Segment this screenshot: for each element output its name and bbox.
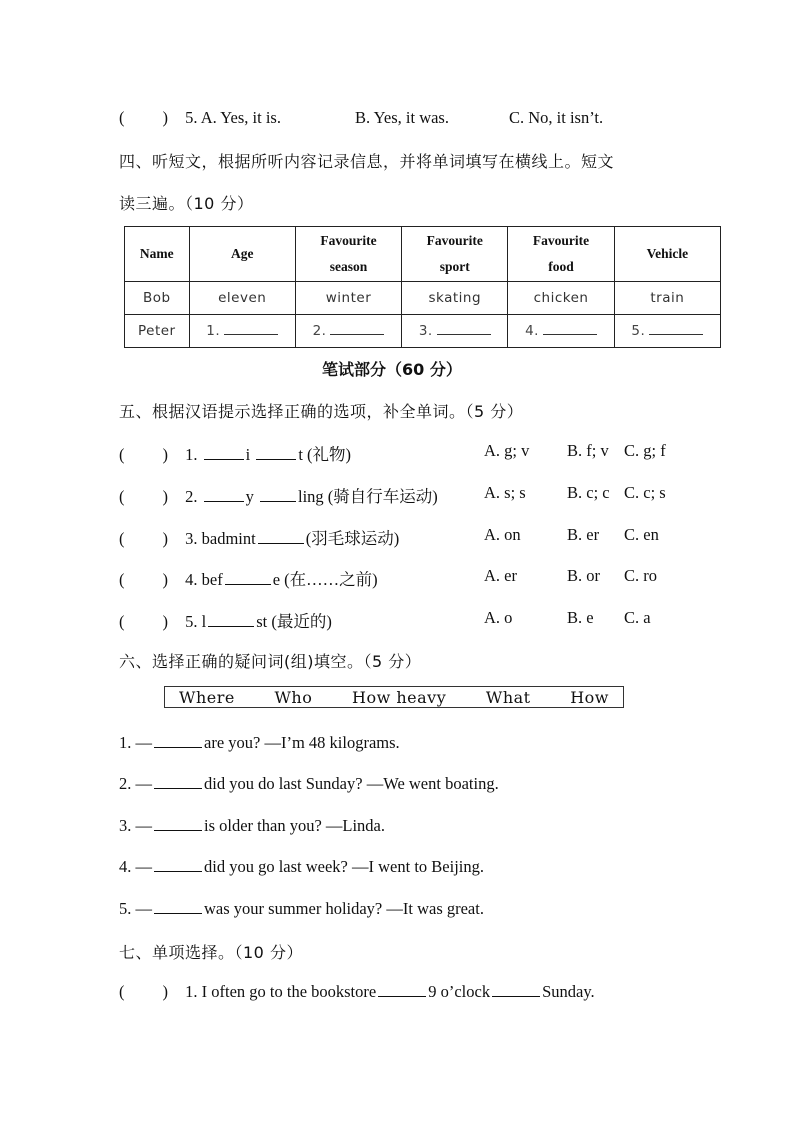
header-name: Name [125,227,190,282]
written-part-title: 笔试部分（60 分） [322,360,462,379]
cell: skating [402,282,508,315]
answer-bracket[interactable]: ( ) [119,529,168,548]
answer-bracket[interactable]: ( ) [119,108,168,127]
blank-cell[interactable]: 1. [189,315,295,348]
cell: eleven [189,282,295,315]
blank-cell[interactable]: 3. [402,315,508,348]
fill-blank[interactable] [154,899,202,914]
fill-blank[interactable] [258,529,304,544]
option-a: A. s; s [484,483,526,502]
s5-item-2: ( ) 2. y ling (骑自行车运动) [119,487,438,506]
q5-listening-item [119,108,281,128]
option-c: C. No, it isn’t. [509,108,604,127]
s5-item-5: ( ) 5. l st (最近的) [119,612,332,631]
info-table [124,226,721,348]
s6-item-3: 3. — is older than you? —Linda. [119,816,386,835]
s6-item-5: 5. — was your summer holiday? —It was great. [119,899,484,918]
answer-bracket[interactable]: ( ) [119,487,168,506]
fill-blank[interactable] [154,857,202,872]
word-bank-item: Where [179,687,235,707]
blank-cell[interactable]: 2. [295,315,401,348]
header-sport: Favourite sport [402,227,508,282]
s7-item-1: ( ) 1. I often go to the bookstore 9 o’clock Sunday. [119,982,595,1001]
fill-blank[interactable] [154,816,202,831]
section4-title-line1: 四、听短文，根据所听内容记录信息，并将单词填写在横线上。短文 [119,152,615,171]
blank-cell[interactable]: 4. [508,315,614,348]
table-row [125,282,721,315]
table-header-row [125,227,721,282]
word-bank-item: What [485,687,531,707]
fill-blank[interactable] [204,445,244,460]
header-food: Favourite food [508,227,614,282]
answer-bracket[interactable]: ( ) [119,982,168,1001]
header-vehicle: Vehicle [614,227,720,282]
word-bank-item: Who [274,687,313,707]
option-c: C. c; s [624,483,666,502]
fill-blank[interactable] [225,570,271,585]
fill-blank[interactable] [649,324,703,335]
fill-blank[interactable] [260,487,296,502]
header-season: Favourite season [295,227,401,282]
fill-blank[interactable] [204,487,244,502]
section4-title-line2: 读三遍。（10 分） [119,194,254,213]
word-bank [164,686,624,708]
s6-item-4: 4. — did you go last week? —I went to Beijing. [119,857,484,876]
option-b: B. Yes, it was. [355,108,449,127]
table-row [125,315,721,348]
cell: winter [295,282,401,315]
fill-blank[interactable] [330,324,384,335]
option-c: C. ro [624,566,657,585]
fill-blank[interactable] [154,774,202,789]
option-c: C. a [624,608,651,627]
fill-blank[interactable] [492,982,540,997]
section5-title: 五、根据汉语提示选择正确的选项，补全单词。（5 分） [119,402,524,421]
fill-blank[interactable] [437,324,491,335]
s6-item-1: 1. — are you? —I’m 48 kilograms. [119,733,400,752]
fill-blank[interactable] [543,324,597,335]
item-number: 5. [185,108,198,127]
word-bank-item: How heavy [351,687,447,707]
option-c: C. g; f [624,441,666,460]
fill-blank[interactable] [256,445,296,460]
header-age: Age [189,227,295,282]
option-b: B. c; c [567,483,610,502]
option-a: A. Yes, it is. [200,108,281,127]
cell: train [614,282,720,315]
blank-cell[interactable]: 5. [614,315,720,348]
cell: Bob [125,282,190,315]
fill-blank[interactable] [208,612,254,627]
option-b: B. f; v [567,441,609,460]
option-b: B. er [567,525,600,544]
fill-blank[interactable] [224,324,278,335]
answer-bracket[interactable]: ( ) [119,612,168,631]
word-bank-item: How [570,687,609,707]
option-a: A. g; v [484,441,530,460]
option-c: C. en [624,525,659,544]
option-a: A. o [484,608,513,627]
answer-bracket[interactable]: ( ) [119,445,168,464]
section7-title: 七、单项选择。（10 分） [119,943,303,962]
cell: Peter [125,315,190,348]
option-b: B. or [567,566,600,585]
s5-item-1: ( ) 1. i t (礼物) [119,445,352,464]
answer-bracket[interactable]: ( ) [119,570,168,589]
s5-item-3: ( ) 3. badmint (羽毛球运动) [119,529,400,548]
option-a: A. er [484,566,517,585]
fill-blank[interactable] [378,982,426,997]
s5-item-4: ( ) 4. bef e (在……之前) [119,570,378,589]
option-a: A. on [484,525,521,544]
cell: chicken [508,282,614,315]
section6-title: 六、选择正确的疑问词(组)填空。（5 分） [119,652,422,671]
option-b: B. e [567,608,594,627]
s6-item-2: 2. — did you do last Sunday? —We went boating. [119,774,499,793]
fill-blank[interactable] [154,733,202,748]
